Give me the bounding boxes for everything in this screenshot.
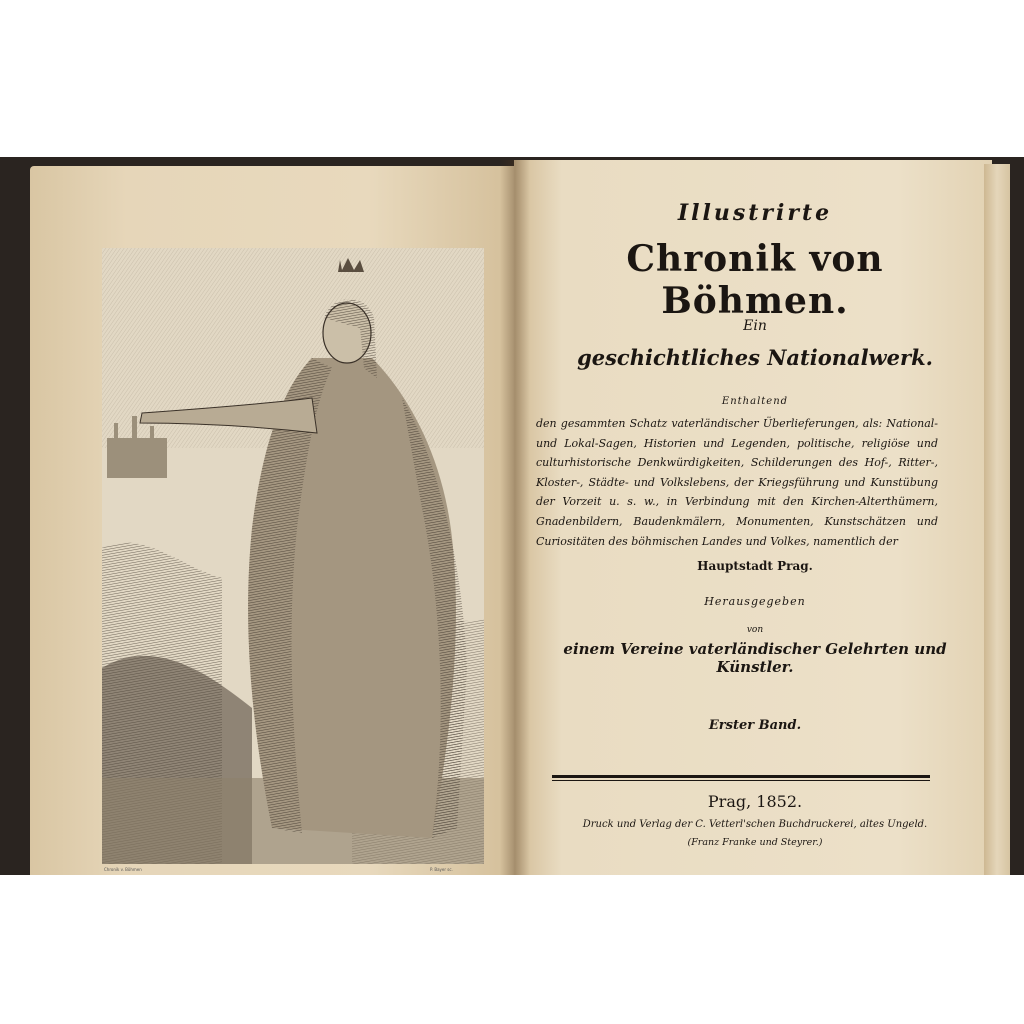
frontispiece-engraving [102,248,484,864]
volume-label: Erster Band. [708,718,802,733]
hauptstadt-line: Hauptstadt Prag. [697,559,813,573]
plate-caption-right: P. Bayer sc. [430,867,453,872]
imprint-firm: (Franz Franke und Steyrer.) [687,837,823,848]
page-edges [984,164,1010,875]
divider-rule [552,775,930,778]
enthaltend-line: Enthaltend [721,396,789,407]
imprint-place-year: Prag, 1852. [707,792,803,811]
subtitle: geschichtliches Nationalwerk. [577,345,933,370]
frontispiece-illustration [102,248,484,864]
divider-rule-thin [552,780,930,781]
ein-line: Ein [743,318,767,334]
contents-description: den gesammten Schatz vaterländischer Überlieferungen, als: National- und Lokal-Sagen, Historien und Legenden, politische, religiöse und culturhistorische Denkwürdigkeiten, Schilderungen des Hof-, Ritter-, Kloster-, Städte- und Volkslebens, der Kriegsführung und Kunstübung der Vorzeit u. s. w., in Verbindung mit den Kirchen-Alterthümern, Gnadenbildern, Baudenkmälern, Monumenten, Kunstschätzen und Curiositäten des böhmischen Landes und Volkes, namentlich der [536,417,938,548]
title-small: Illustrirte [677,200,833,226]
book-gutter [500,160,530,875]
von-line: von [746,625,764,635]
imprint-printer: Druck und Verlag der C. Vetterl'schen Buchdruckerei, altes Ungeld. [582,819,928,830]
herausgegeben-line: Herausgegeben [704,595,806,608]
publisher-society: einem Vereine vaterländischer Gelehrten und Künstler. [563,640,947,676]
title-main: Chronik von Böhmen. [626,238,884,322]
plate-caption-left: Chronik v. Böhmen [104,867,142,872]
